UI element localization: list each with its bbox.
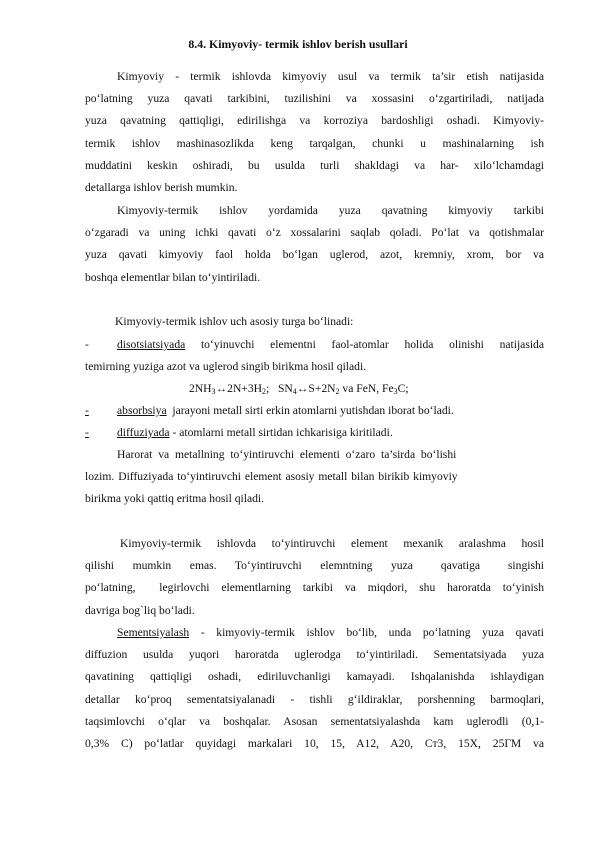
text-line: muddatini keskin oshiradi, bu usulda turli shakldagi va har- xilo‘lchamdagi	[85, 158, 544, 172]
text-line: birikma yoki qattiq eritma hosil qiladi.	[85, 492, 265, 506]
list-dash: -	[85, 426, 89, 439]
text-line: Harorat va metallning to‘yintiruvchi elementi o‘zaro ta’sirda bo‘lishi	[117, 448, 457, 461]
text-line: o‘zgaradi va uning ichki qavati o‘z xossalarini saqlab qoladi. Po‘lat va qotishmalar	[85, 226, 544, 240]
text-line: lozim. Diffuziyada to‘yintiruvchi element asosiy metall bilan birikib kimyoviy	[85, 470, 458, 484]
text-line: Kimyoviy - termik ishlovda kimyoviy usul va termik ta’sir etish natijasida	[117, 70, 544, 83]
term-absorption: absorbsiya	[117, 404, 167, 417]
text-line: Kimyoviy-termik ishlov uch asosiy turga bo‘linadi:	[115, 315, 354, 328]
text-line: diffuzion usulda yuqori haroratda uglerodga to‘yintiriladi. Sementatsiyada yuza	[85, 648, 544, 662]
text-line: detallar ko‘proq sementatsiyalanadi - tishli g‘ildiraklar, porshenning barmoqlari,	[85, 692, 544, 706]
text-line: yuza qavatning qattiqligi, edirilishga va korroziya bardoshligi oshadi. Kimyoviy-	[85, 114, 544, 128]
section-title: 8.4. Kimyoviy- termik ishlov berish usullari	[188, 37, 408, 51]
paragraph-2	[85, 200, 544, 289]
text-line: davriga bog`liq bo‘ladi.	[85, 603, 195, 617]
text-line: yuza qavati kimyoviy faol holda bo‘lgan uglerod, azot, kremniy, xrom, bor va	[85, 248, 544, 262]
list-dash: -	[85, 338, 89, 351]
paragraph-3	[85, 311, 544, 333]
text-line: detallarga ishlov berish mumkin.	[85, 181, 238, 195]
text-line: temirning yuziga azot va uglerod singib birikma hosil qiladi.	[85, 360, 367, 374]
paragraph-4	[85, 444, 544, 511]
list-item-dissociation	[85, 334, 544, 378]
text-line: po‘latning yuza qavati tarkibini, tuzilishini va xossasini o‘zgartiriladi, natijada	[85, 92, 544, 106]
text-line: termik ishlov mashinasozlikda keng tarqalgan, chunki u mashinalarning ish	[85, 136, 544, 150]
paragraph-6	[85, 622, 544, 755]
term-diffusion: diffuziyada	[117, 426, 170, 439]
reaction-formula: $2NH_3\leftrightarrow 2N+3H_2$; $SN_4\leftrightarrow S+2N_2$ va FeN, $Fe_3C$;	[189, 382, 409, 396]
term-cementation: Sementsiyalash	[117, 626, 190, 639]
text-line: 0,3% C) po‘latlar quyidagi markalari 10, 15, A12, A20, Ст3, 15Х, 25ГМ va	[85, 737, 544, 751]
text-line: qilishi mumkin emas. To‘yintiruvchi elemntning yuza qavatiga singishi	[85, 559, 544, 573]
text-line: diffuziyada - atomlarni metall sirtidan ichkarisiga kiritiladi.	[117, 426, 393, 439]
text-line: po‘latning, legirlovchi elementlarning tarkibi va miqdori, shu haroratda to‘yinish	[85, 581, 544, 595]
text-line: qavatining qattiqligi oshadi, ediriluvchanligi kamayadi. Ishqalanishda ishlaydigan	[85, 670, 544, 684]
text-line: boshqa elementlar bilan to‘yintiriladi.	[85, 270, 261, 284]
paragraph-1	[85, 66, 544, 199]
list-dash: -	[85, 404, 89, 417]
text-line: absorbsiya jarayoni metall sirti erkin atomlarni yutishdan iborat bo‘ladi.	[117, 404, 454, 417]
paragraph-5	[85, 533, 544, 622]
term-dissociation: disotsiatsiyada	[117, 338, 186, 351]
text-line: disotsiatsiyada to‘yinuvchi elementni faol-atomlar holida olinishi natijasida	[117, 338, 544, 351]
text-line: Kimyoviy-termik ishlovda to‘yintiruvchi element mexanik aralashma hosil	[120, 537, 544, 550]
text-line: taqsimlovchi o‘qlar va boshqalar. Asosan sementatsiyalashda kam uglerodli (0,1-	[85, 714, 544, 728]
text-line: Sementsiyalash - kimyoviy-termik ishlov bo‘lib, unda po‘latning yuza qavati	[117, 626, 544, 639]
text-line: Kimyoviy-termik ishlov yordamida yuza qavatning kimyoviy tarkibi	[117, 204, 544, 217]
